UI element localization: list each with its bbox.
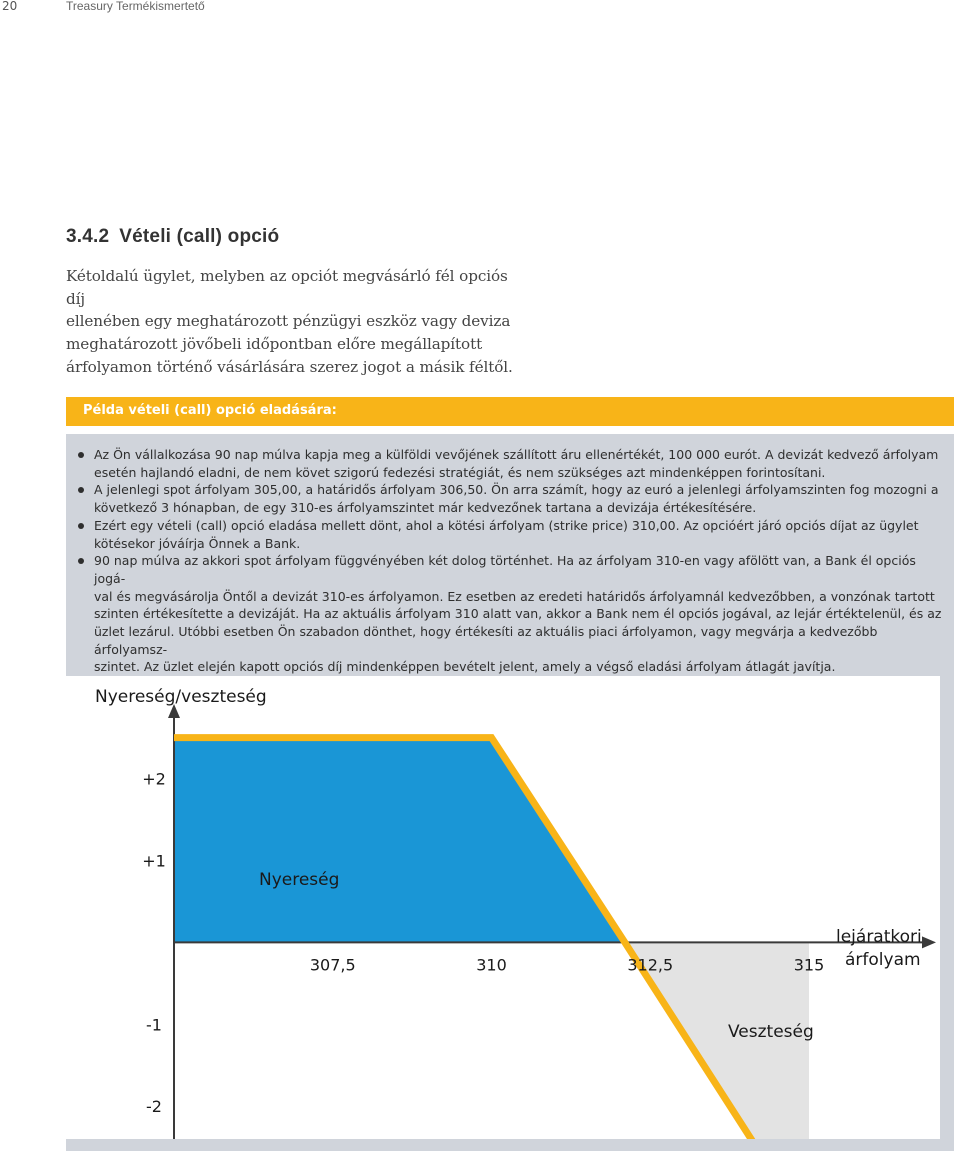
bullet-line: esetén hajlandó eladni, de nem követ szigorú fedezési stratégiát, és nem szükséges azt mindenképpen forintosítani. bbox=[94, 464, 826, 480]
bullet-line: Ezért egy vételi (call) opció eladása mellett dönt, ahol a kötési árfolyam (strike price) 310,00. Az opcióért járó opciós díjat az ügylet bbox=[94, 517, 919, 533]
region-label-gain: Nyereség bbox=[259, 870, 340, 890]
example-heading-bar bbox=[66, 397, 954, 426]
y-axis-label: Nyereség/veszteség bbox=[95, 687, 267, 707]
bullet-item bbox=[78, 552, 942, 676]
bullet-line: kötésekor jóváírja Önnek a Bank. bbox=[94, 535, 301, 551]
x-tick-label: 310 bbox=[476, 955, 507, 975]
document-title: Treasury Termékismertető bbox=[66, 0, 205, 13]
bullet-line: val és megvásárolja Öntől a devizát 310-es árfolyamon. Ez esetben az eredeti határidős árfolyamnál kedvezőbben, a vonzónak tartott bbox=[94, 588, 935, 604]
y-tick-label: +2 bbox=[142, 769, 166, 789]
example-panel bbox=[66, 434, 954, 1151]
example-heading: Példa vételi (call) opció eladására: bbox=[83, 403, 337, 418]
page-number: 20 bbox=[2, 0, 18, 13]
payoff-chart bbox=[66, 676, 940, 1139]
page-header bbox=[0, 0, 400, 14]
section-title bbox=[66, 226, 279, 248]
section-number: 3.4.2 bbox=[66, 226, 110, 247]
bullet-item bbox=[78, 517, 942, 552]
payoff-chart-card bbox=[66, 676, 940, 1139]
intro-line: Kétoldalú ügylet, melyben az opciót megvásárló fél opciós díj bbox=[66, 267, 508, 308]
bullet-line: Az Ön vállalkozása 90 nap múlva kapja meg a külföldi vevőjének szállított áru ellenértékét, 100 000 eurót. A devizát kedvező árfolyam bbox=[94, 447, 939, 462]
x-axis-label-line2: árfolyam bbox=[845, 950, 921, 970]
bullet-line: következő 3 hónapban, de egy 310-es árfolyamszintet már kedvezőnek tartana a devizája értékesítésére. bbox=[94, 500, 757, 516]
bullet-line: 90 nap múlva az akkori spot árfolyam függvényében két dolog történhet. Ha az árfolyam 310-en vagy afölött van, a Bank él opciós jogá- bbox=[94, 553, 916, 586]
bullet-item bbox=[78, 481, 942, 516]
bullet-line: üzlet lezárul. Utóbbi esetben Ön szabadon dönthet, hogy értékesíti az aktuális piaci árfolyamon, vagy megvárja a kedvezőbb árfolyamsz- bbox=[94, 624, 878, 657]
bullet-item bbox=[78, 446, 942, 481]
x-tick-label: 307,5 bbox=[309, 955, 356, 975]
y-tick-label: +1 bbox=[142, 851, 166, 871]
region-label-loss: Veszteség bbox=[728, 1022, 814, 1042]
x-tick-label: 312,5 bbox=[627, 955, 674, 975]
bullet-line: szinten értékesítette a devizáját. Ha az aktuális árfolyam 310 alatt van, akkor a Bank nem él opciós jogával, az lejár értéktelenül, és az bbox=[94, 606, 942, 622]
bullet-line: szintet. Az üzlet elején kapott opciós díj mindenképpen bevételt jelent, amely a végső eladási árfolyam átlagát javítja. bbox=[94, 659, 836, 675]
bullet-line: A jelenlegi spot árfolyam 305,00, a határidős árfolyam 306,50. Ön arra számít, hogy az euró a jelenlegi árfolyamszinten fog mozogni a bbox=[94, 482, 939, 498]
intro-line: meghatározott jövőbeli időpontban előre megállapított bbox=[66, 335, 483, 354]
x-axis-arrow bbox=[922, 936, 936, 948]
x-axis-label-line1: lejáratkori bbox=[836, 927, 922, 947]
y-tick-label: -1 bbox=[146, 1015, 162, 1035]
section-title-text: Vételi (call) opció bbox=[119, 226, 280, 247]
intro-line: árfolyamon történő vásárlására szerez jogot a másik féltől. bbox=[66, 357, 513, 376]
y-tick-label: -2 bbox=[146, 1097, 162, 1117]
x-tick-label: 315 bbox=[793, 955, 825, 975]
example-bullet-list bbox=[78, 446, 942, 676]
intro-paragraph bbox=[66, 265, 516, 379]
y-tick-labels bbox=[142, 770, 166, 1117]
intro-line: ellenében egy meghatározott pénzügyi eszköz vagy deviza bbox=[66, 312, 511, 331]
